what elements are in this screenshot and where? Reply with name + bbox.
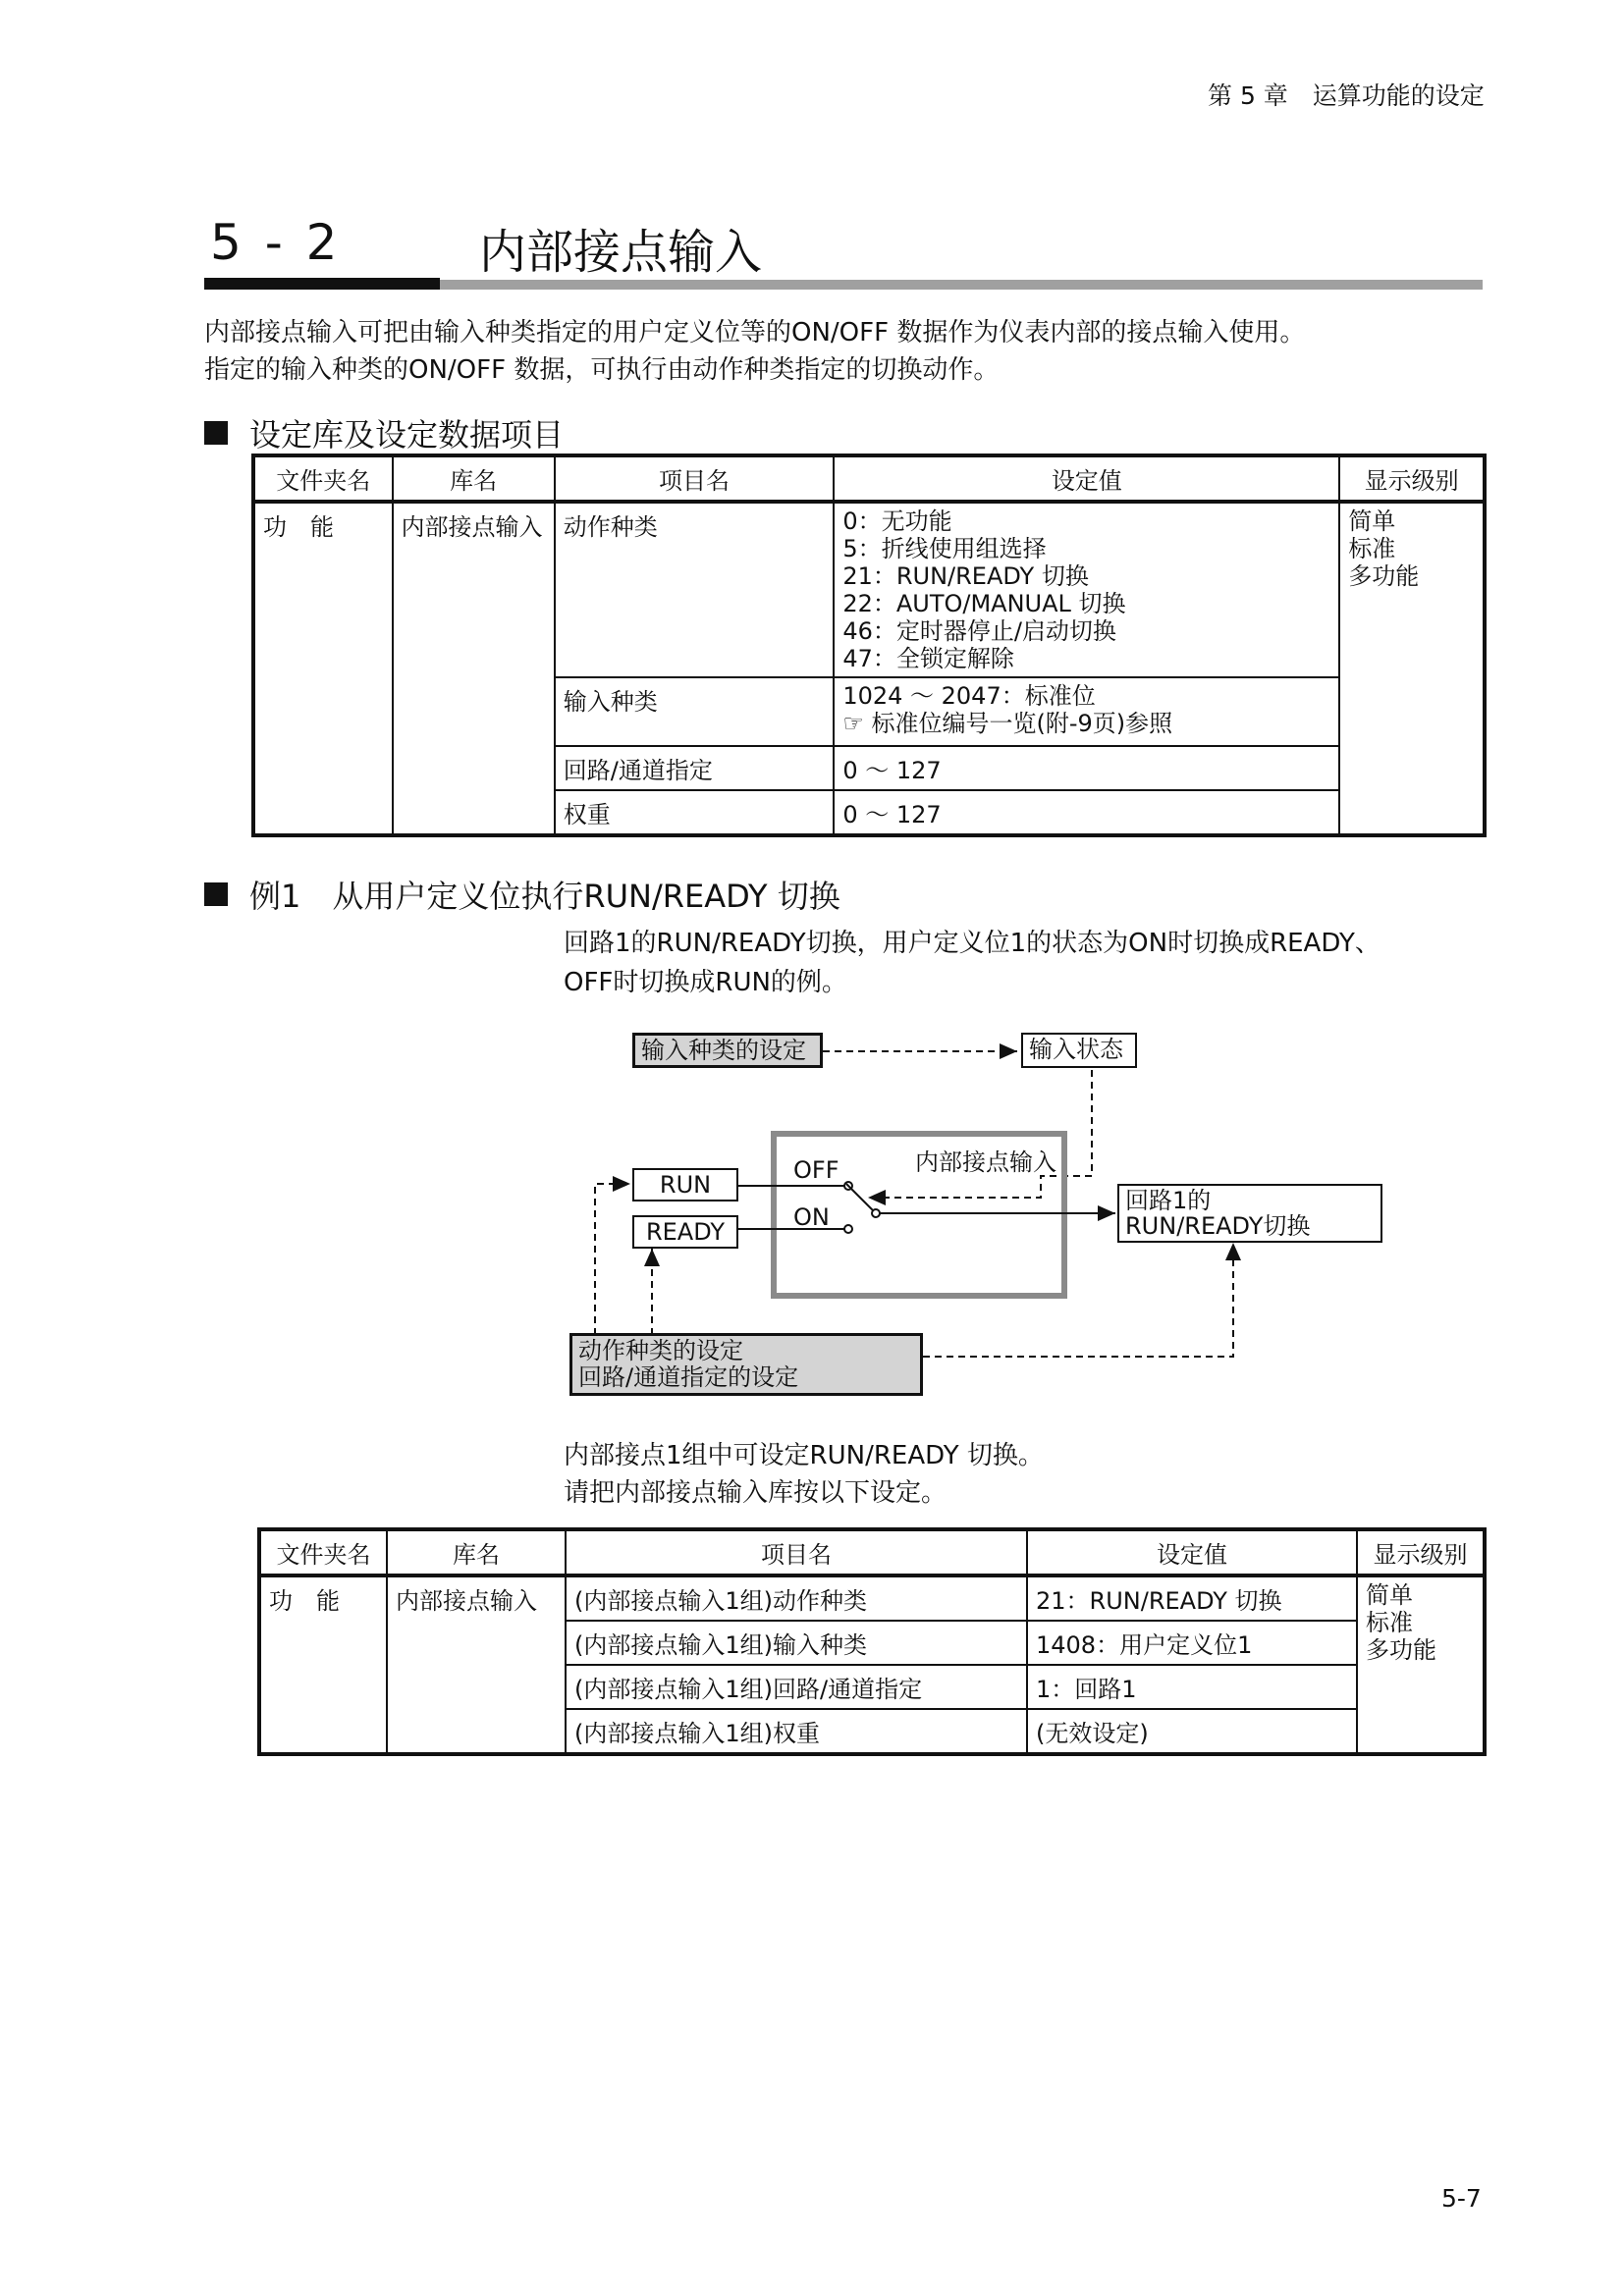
on-label: ON (793, 1203, 830, 1231)
level-line: 标准 (1366, 1609, 1413, 1636)
item-cell: 权重 (555, 790, 835, 835)
after-text-1: 内部接点1组中可设定RUN/READY 切换。 (564, 1441, 1044, 1470)
col-header-bank: 库名 (387, 1529, 566, 1575)
input-state-box: 输入状态 (1021, 1033, 1137, 1068)
after-text-2: 请把内部接点输入库按以下设定。 (564, 1478, 947, 1508)
ready-box: READY (632, 1215, 738, 1249)
value-line: 1024 ～ 2047：标准位 (842, 682, 1096, 710)
value-line: 5：折线使用组选择 (842, 535, 1047, 562)
folder-cell: 功 能 (253, 502, 393, 835)
bank-cell: 内部接点输入 (387, 1575, 566, 1754)
item-cell: 动作种类 (555, 502, 835, 677)
heading-settings-text: 设定库及设定数据项目 (249, 416, 565, 454)
reference-text: 标准位编号一览(附-9页)参照 (871, 710, 1173, 737)
intro-line-1: 内部接点输入可把由输入种类指定的用户定义位等的ON/OFF 数据作为仪表内部的接点输入使用。 (204, 318, 1306, 347)
value-cell: 21：RUN/READY 切换 (1027, 1575, 1357, 1621)
item-cell: (内部接点输入1组)回路/通道指定 (566, 1665, 1027, 1709)
level-line: 简单 (1366, 1581, 1413, 1609)
switch-blade (846, 1184, 874, 1211)
col-header-value: 设定值 (1027, 1529, 1357, 1575)
col-header-value: 设定值 (834, 455, 1339, 502)
example-desc-2: OFF时切换成RUN的例。 (564, 968, 847, 997)
item-cell: (内部接点输入1组)输入种类 (566, 1621, 1027, 1665)
item-cell: (内部接点输入1组)动作种类 (566, 1575, 1027, 1621)
pointing-hand-icon: ☞ (842, 710, 864, 737)
level-line: 简单 (1348, 507, 1396, 535)
level-line: 多功能 (1366, 1636, 1436, 1664)
level-line: 标准 (1348, 535, 1396, 562)
value-line: 0：无功能 (842, 507, 952, 535)
col-header-bank: 库名 (393, 455, 555, 502)
off-label: OFF (793, 1156, 839, 1184)
level-line: 多功能 (1348, 562, 1420, 590)
example-settings-table (257, 1527, 1487, 1756)
page-number: 5-7 (1441, 2184, 1482, 2213)
action-setting-box (569, 1333, 923, 1396)
value-line: 47：全锁定解除 (842, 645, 1014, 672)
section-title: 内部接点输入 (479, 225, 763, 280)
item-cell: (内部接点输入1组)权重 (566, 1709, 1027, 1754)
col-header-item: 项目名 (555, 455, 835, 502)
col-header-folder: 文件夹名 (253, 455, 393, 502)
value-cell: 1408：用户定义位1 (1027, 1621, 1357, 1665)
value-cell: (无效设定) (1027, 1709, 1357, 1754)
value-line: 21：RUN/READY 切换 (842, 562, 1089, 590)
run-box: RUN (632, 1168, 738, 1201)
heading-example-text: 例1 从用户定义位执行RUN/READY 切换 (249, 878, 840, 915)
loop-switch-box (1117, 1184, 1382, 1243)
level-cell (1357, 1575, 1485, 1754)
value-cell: 1：回路1 (1027, 1665, 1357, 1709)
folder-cell: 功 能 (259, 1575, 387, 1754)
example-desc-1: 回路1的RUN/READY切换，用户定义位1的状态为ON时切换成READY、 (564, 929, 1380, 958)
bank-cell: 内部接点输入 (393, 502, 555, 835)
col-header-level: 显示级别 (1357, 1529, 1485, 1575)
loop-line: 回路1的 (1125, 1187, 1212, 1214)
input-type-setting-box: 输入种类的设定 (632, 1033, 823, 1068)
col-header-level: 显示级别 (1339, 455, 1485, 502)
col-header-folder: 文件夹名 (259, 1529, 387, 1575)
loop-line: RUN/READY切换 (1125, 1212, 1311, 1240)
value-cell: 0 ～ 127 (834, 790, 1339, 835)
value-line: 46：定时器停止/启动切换 (842, 617, 1116, 645)
item-cell: 回路/通道指定 (555, 746, 835, 790)
section-number: 5 - 2 (210, 214, 342, 271)
intro-line-2: 指定的输入种类的ON/OFF 数据，可执行由动作种类指定的切换动作。 (204, 355, 1000, 385)
chapter-header: 第 5 章 运算功能的设定 (1208, 81, 1485, 110)
value-line: 22：AUTO/MANUAL 切换 (842, 590, 1126, 617)
action-line: 动作种类的设定 (578, 1337, 743, 1364)
item-cell: 输入种类 (555, 677, 835, 746)
col-header-item: 项目名 (566, 1529, 1027, 1575)
action-line: 回路/通道指定的设定 (578, 1363, 799, 1391)
value-cell: 0 ～ 127 (834, 746, 1339, 790)
internal-contact-label: 内部接点输入 (915, 1148, 1056, 1176)
